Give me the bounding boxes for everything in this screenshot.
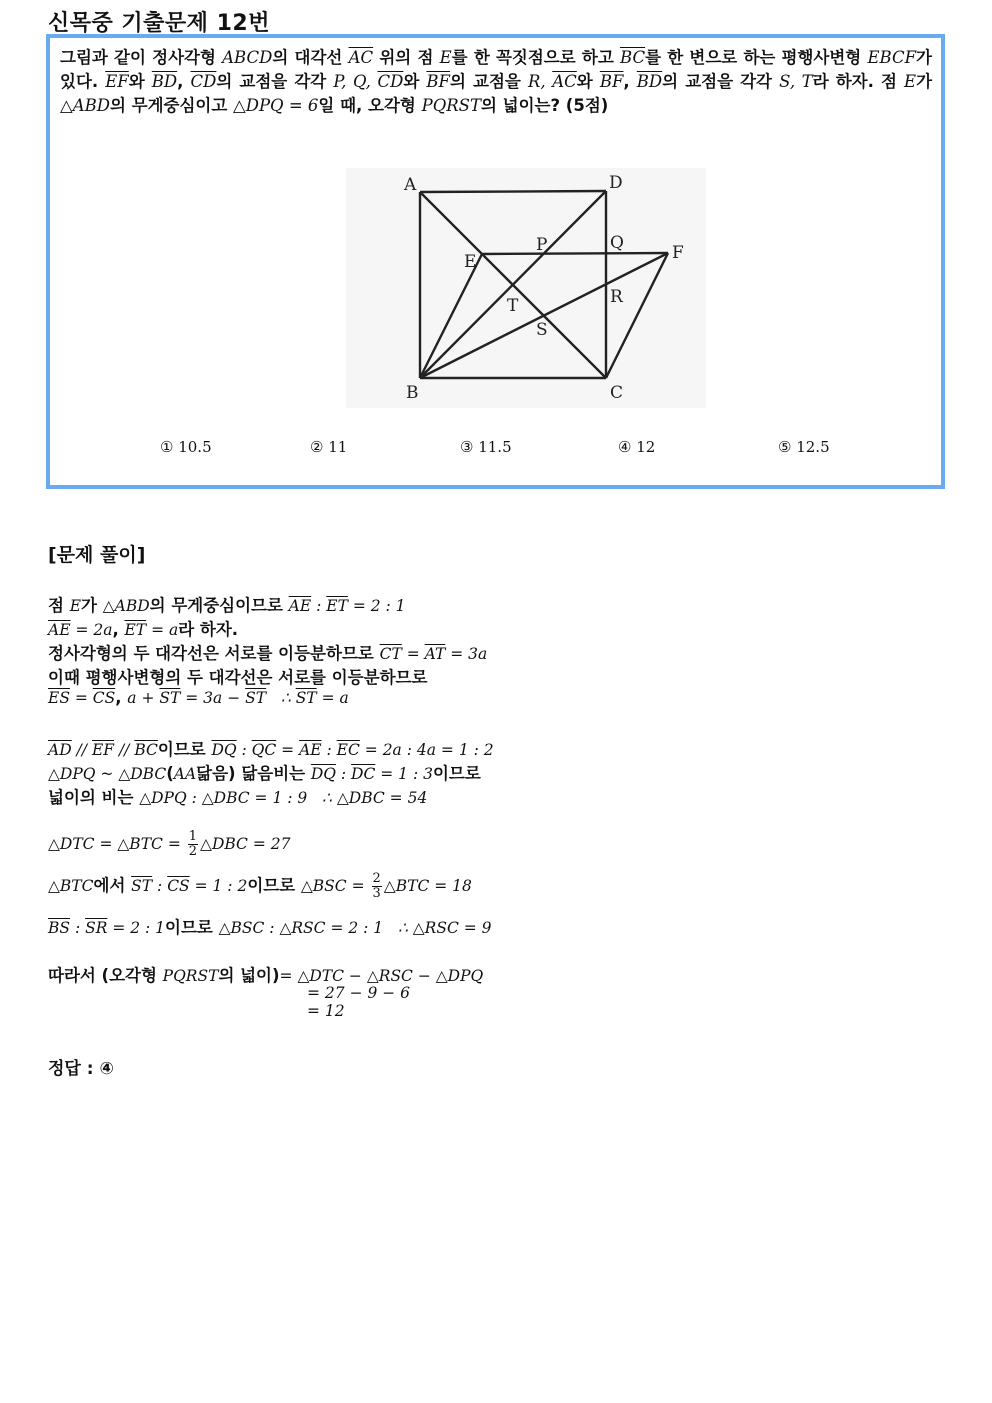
final-answer: 정답 : ④ [48, 1059, 114, 1079]
label-Q: Q [610, 233, 624, 253]
solution-line-8: 넓이의 비는 △DPQ : △DBC = 1 : 9 ∴ △DBC = 54 [48, 788, 428, 807]
solution-line-9: △DTC = △BTC = $\frac{1}{2}$ △DBC = 27 [48, 829, 291, 859]
fraction-two-thirds: $\frac{2}{3}$ [372, 871, 381, 901]
answer-choices [50, 438, 941, 464]
solution-line-4: 이때 평행사변형의 두 대각선은 서로를 이등분하므로 [48, 668, 428, 687]
label-S: S [536, 320, 548, 340]
solution-line-11: $\overline{BS}$ : $\overline{SR} = 2$ : 1이므로 △BSC : △RSC = 2 : 1 ∴ △RSC = 9 [48, 918, 492, 937]
label-R: R [610, 287, 623, 307]
solution-heading: [문제 풀이] [48, 544, 146, 566]
solution-line-14: = 12 [307, 1002, 345, 1020]
figure-background [346, 168, 706, 408]
question-box [46, 34, 945, 489]
question-text: 그림과 같이 정사각형 ABCD의 대각선 $\overline{AC}$ 위의 점 E를 한 꼭짓점으로 하고 $\overline{BC}$를 한 변으로 하는 평행사변형 EBCF가 있다. $\overline{EF}$와 $\overline{BD}$, $\overline{CD}$의 교점을 각각 P, Q, $\overline{CD}$와 $\overline{BF}$의 교점을 R, $\overline{AC}$와 $\overline{BF}$, $\overline{BD}$의 교점을 각각 S, T라 하자. 점 E가 △ABD의 무게중심이고 △DPQ = 6일 때, 오각형 PQRST의 넓이는? (5점) [60, 48, 933, 115]
label-A: A [404, 175, 417, 195]
label-P: P [536, 235, 548, 255]
choice-3: ③ 11.5 [460, 438, 512, 456]
solution-line-10: △BTC에서 $\overline{ST}$ : $\overline{CS} = 1$ : 2이므로 △BSC = $\frac{2}{3}$ △BTC = 18 [48, 871, 472, 901]
solution-line-13: = 27 − 9 − 6 [307, 984, 411, 1002]
solution-line-1: 점 E가 △ABD의 무게중심이므로 $\overline{AE}$ : $\overline{ET} = 2$ : 1 [48, 596, 406, 615]
solution-line-7: △DPQ ~ △DBC(AA닮음) 닮음비는 $\overline{DQ}$ : $\overline{DC} = 1$ : 3이므로 [48, 764, 481, 783]
label-F: F [672, 243, 684, 263]
choice-2: ② 11 [310, 438, 348, 456]
choice-1: ① 10.5 [160, 438, 212, 456]
solution-line-2: $\overline{AE} = 2a$, $\overline{ET} = a$라 하자. [48, 620, 239, 639]
solution-line-3: 정사각형의 두 대각선은 서로를 이등분하므로 $\overline{CT} = \overline{AT} = 3a$ [48, 644, 488, 663]
fraction-half: $\frac{1}{2}$ [188, 829, 198, 859]
choice-5: ⑤ 12.5 [778, 438, 830, 456]
page-title: 신목중 기출문제 12번 [48, 11, 270, 36]
solution-line-5: $\overline{ES} = \overline{CS}$, $a + \overline{ST} = 3a - \overline{ST}$ ∴ $\overline{ST} = a$ [48, 688, 349, 707]
solution-line-6: $\overline{AD} // \overline{EF} // \overline{BC}$이므로 $\overline{DQ}$ : $\overline{QC} = \overline{AE}$ : $\overline{EC} = 2a$ : 4a = 1 : 2 [48, 740, 494, 759]
solution-line-12: 따라서 (오각형 PQRST의 넓이)= △DTC − △RSC − △DPQ [48, 966, 484, 985]
label-T: T [507, 296, 519, 316]
segment-AD [420, 191, 606, 192]
label-B: B [406, 383, 419, 403]
label-E: E [464, 252, 477, 272]
geometry-figure [346, 168, 706, 408]
choice-4: ④ 12 [618, 438, 656, 456]
label-C: C [610, 383, 624, 403]
label-D: D [609, 173, 623, 193]
segment-EF [482, 253, 668, 254]
